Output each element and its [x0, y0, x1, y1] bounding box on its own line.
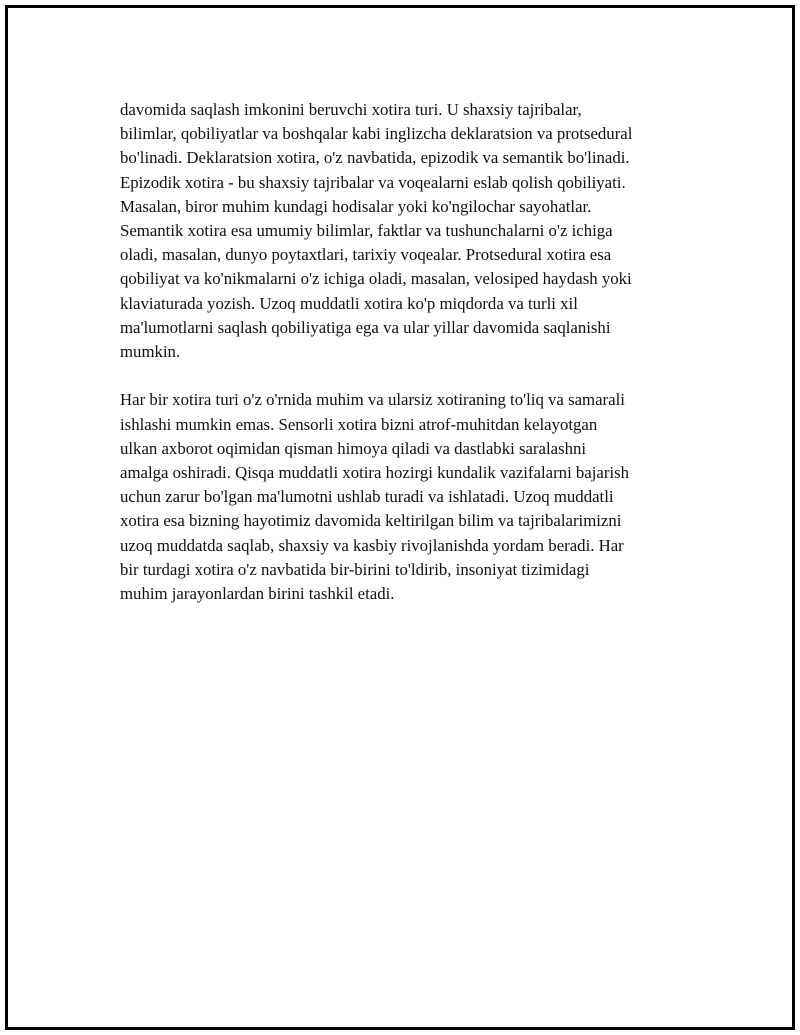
- paragraph-2: Har bir xotira turi o'z o'rnida muhim va ularsiz xotiraning to'liq va samarali ishlashi mumkin emas. Sensorli xotira bizni atrof-muhitdan kelayotgan ulkan axborot oqimidan qisman himoya qiladi va dastlabki saralashni amalga oshiradi. Qisqa muddatli xotira hozirgi kundalik vazifalarni bajarish uchun zarur bo'lgan ma'lumotni ushlab turadi va ishlatadi. Uzoq muddatli xotira esa bizning hayotimiz davomida keltirilgan bilim va tajribalarimizni uzoq muddatda saqlab, shaxsiy va kasbiy rivojlanishda yordam beradi. Har bir turdagi xotira o'z navbatida bir-birini to'ldirib, insoniyat tizimidagi muhim jarayonlardan birini tashkil etadi.: [120, 390, 630, 604]
- paragraph-1: davomida saqlash imkonini beruvchi xotira turi. U shaxsiy tajribalar, bilimlar, qobiliyatlar va boshqalar kabi inglizcha deklaratsion va protsedural bo'linadi. Deklaratsion xotira, o'z navbatida, epizodik va semantik bo'linadi. Epizodik xotira - bu shaxsiy tajribalar va voqealarni eslab qolish qobiliyati. Masalan, biror muhim kundagi hodisalar yoki ko'ngilochar sayohatlar. Semantik xotira esa umumiy bilimlar, faktlar va tushunchalarni o'z ichiga oladi, masalan, dunyo poytaxtlari, tarixiy voqealar. Protsedural xotira esa qobiliyat va ko'nikmalarni o'z ichiga oladi, masalan, velosiped haydash yoki klaviaturada yozish. Uzoq muddatli xotira ko'p miqdorda va turli xil ma'lumotlarni saqlash qobiliyatiga ega va ular yillar davomida saqlanishi mumkin.: [120, 100, 633, 362]
- page-frame: [5, 5, 795, 1030]
- document-body: [120, 98, 700, 606]
